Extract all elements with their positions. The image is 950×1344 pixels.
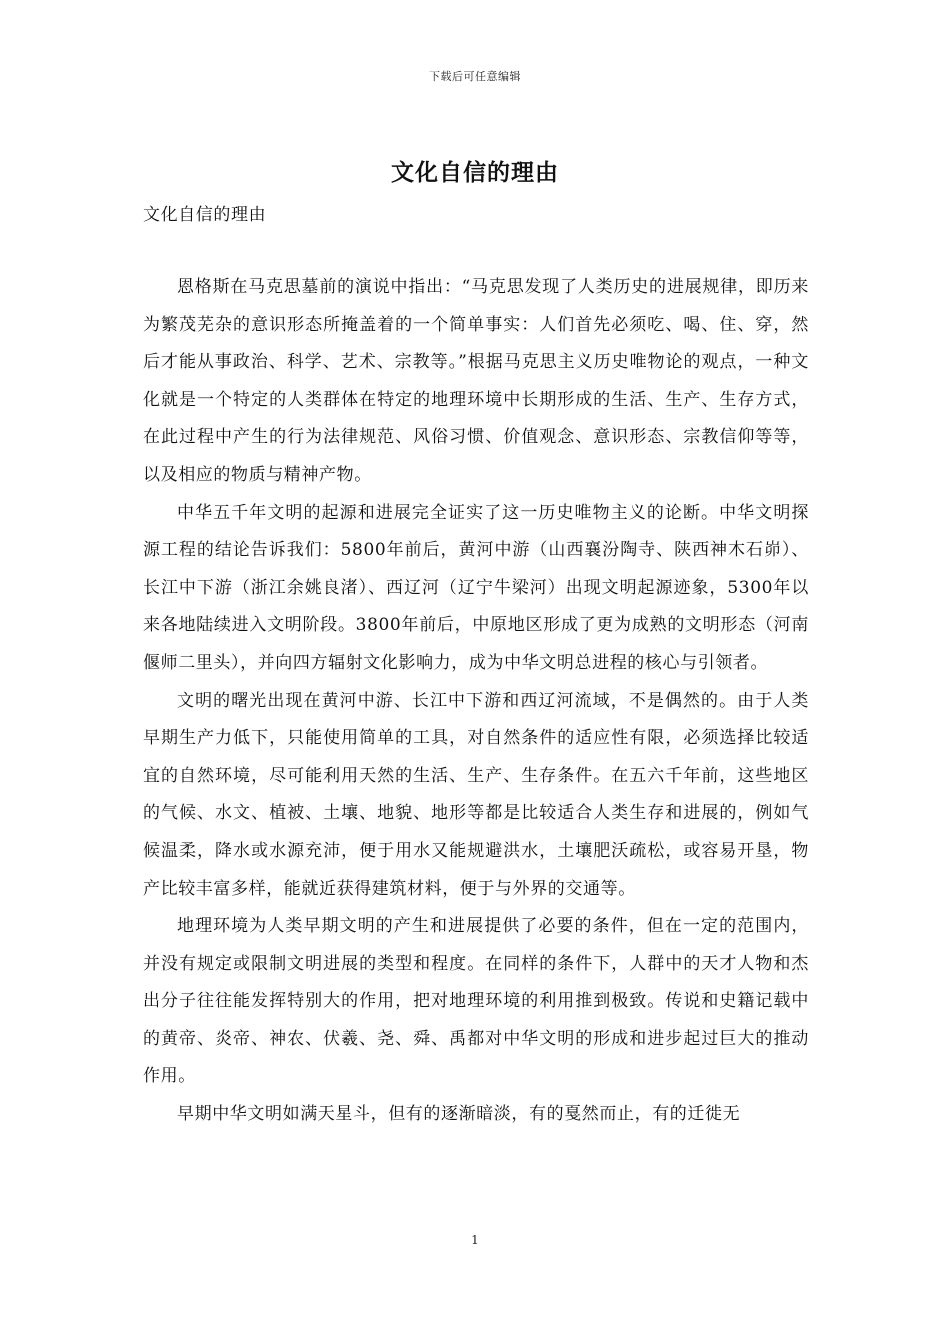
body-text — [143, 269, 809, 1134]
header-note: 下载后可任意编辑 — [429, 70, 521, 83]
document-title: 文化自信的理由 — [391, 159, 559, 186]
page-number: 1 — [471, 1233, 479, 1247]
paragraph: 中华五千年文明的起源和进展完全证实了这一历史唯物主义的论断。中华文明探源工程的结论告诉我们：5800年前后，黄河中游（山西襄汾陶寺、陕西神木石峁）、长江中下游（浙江余姚良渚）、西辽河（辽宁牛梁河）出现文明起源迹象，5300年以来各地陆续进入文明阶段。3800年前后，中原地区形成了更为成熟的文明形态（河南偃师二里头），并向四方辐射文化影响力，成为中华文明总进程的核心与引领者。 — [143, 502, 809, 673]
document-subtitle: 文化自信的理由 — [143, 205, 267, 225]
paragraph: 地理环境为人类早期文明的产生和进展提供了必要的条件，但在一定的范围内，并没有规定或限制文明进展的类型和程度。在同样的条件下，人群中的天才人物和杰出分子往往能发挥特别大的作用，把对地理环境的利用推到极致。传说和史籍记载中的黄帝、炎帝、神农、伏羲、尧、舜、禹都对中华文明的形成和进步起过巨大的推动作用。 — [143, 916, 809, 1087]
paragraph: 早期中华文明如满天星斗，但有的逐渐暗淡，有的戛然而止，有的迁徙无 — [177, 1104, 741, 1125]
paragraph: 恩格斯在马克思墓前的演说中指出：“马克思发现了人类历史的进展规律，即历来为繁茂芜杂的意识形态所掩盖着的一个简单事实：人们首先必须吃、喝、住、穿，然后才能从事政治、科学、艺术、宗教等。”根据马克思主义历史唯物论的观点，一种文化就是一个特定的人类群体在特定的地理环境中长期形成的生活、生产、生存方式，在此过程中产生的行为法律规范、风俗习惯、价值观念、意识形态、宗教信仰等等，以及相应的物质与精神产物。 — [143, 277, 809, 485]
paragraph: 文明的曙光出现在黄河中游、长江中下游和西辽河流域，不是偶然的。由于人类早期生产力低下，只能使用简单的工具，对自然条件的适应性有限，必须选择比较适宜的自然环境，尽可能利用天然的生活、生产、生存条件。在五六千年前，这些地区的气候、水文、植被、土壤、地貌、地形等都是比较适合人类生存和进展的，例如气候温柔，降水或水源充沛，便于用水又能规避洪水，土壤肥沃疏松，或容易开垦，物产比较丰富多样，能就近获得建筑材料，便于与外界的交通等。 — [143, 690, 809, 899]
